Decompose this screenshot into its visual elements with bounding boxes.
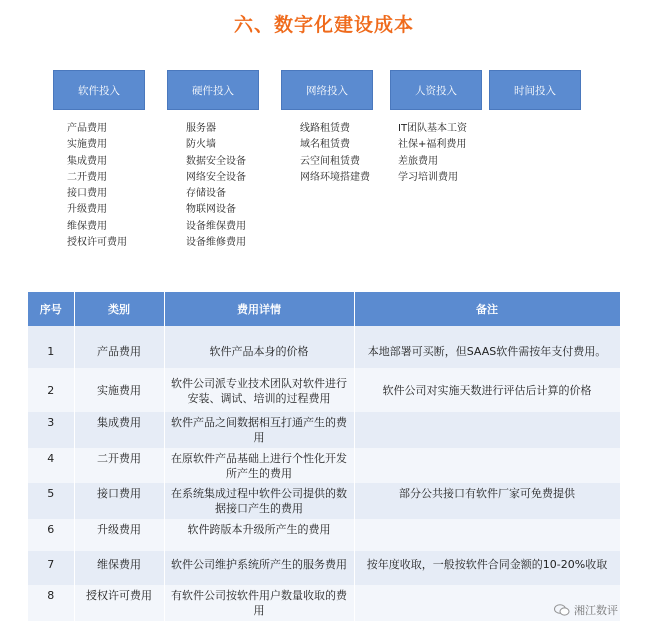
row-no: 4 <box>28 448 74 483</box>
row-note: 软件公司对实施天数进行评估后计算的价格 <box>354 368 620 412</box>
row-no: 1 <box>28 336 74 368</box>
hardware-cost-list <box>186 121 246 251</box>
list-item: 升级费用 <box>67 204 107 216</box>
category-box-network: 网络投入 <box>281 70 373 110</box>
row-category: 集成费用 <box>74 412 164 448</box>
page-title: 六、数字化建设成本 <box>233 14 414 36</box>
row-detail: 在系统集成过程中软件公司提供的数据接口产生的费用 <box>164 483 354 519</box>
list-item: 云空间租赁费 <box>300 155 360 167</box>
row-category: 实施费用 <box>74 368 164 412</box>
list-item: 域名租赁费 <box>300 139 350 151</box>
table-row <box>28 368 620 412</box>
row-detail: 软件公司维护系统所产生的服务费用 <box>164 551 354 585</box>
watermark <box>554 602 618 618</box>
list-item: 防火墙 <box>186 139 216 151</box>
list-item: 学习培训费用 <box>398 171 458 183</box>
list-item: 授权许可费用 <box>67 237 127 249</box>
table-header-row <box>28 292 620 326</box>
list-item: 网络安全设备 <box>186 171 246 183</box>
category-box-hardware: 硬件投入 <box>167 70 259 110</box>
list-item: 产品费用 <box>67 123 107 134</box>
row-no: 3 <box>28 412 74 448</box>
list-item: 实施费用 <box>67 139 107 151</box>
row-no: 7 <box>28 551 74 585</box>
header-no: 序号 <box>28 292 74 326</box>
table-row <box>28 448 620 483</box>
header-note: 备注 <box>354 292 620 326</box>
row-note <box>354 412 620 448</box>
list-item: 存储设备 <box>186 188 226 200</box>
wechat-icon <box>554 604 570 616</box>
watermark-text: 湘江数评 <box>574 604 618 617</box>
row-note <box>354 519 620 551</box>
row-detail: 软件产品之间数据相互打通产生的费用 <box>164 412 354 448</box>
row-category: 升级费用 <box>74 519 164 551</box>
list-item: 服务器 <box>186 123 216 134</box>
list-item: 接口费用 <box>67 188 107 200</box>
list-item: IT团队基本工资 <box>398 123 468 134</box>
row-note: 本地部署可买断，但SAAS软件需按年支付费用。 <box>354 336 620 368</box>
row-no: 6 <box>28 519 74 551</box>
header-category: 类别 <box>74 292 164 326</box>
list-item: 物联网设备 <box>186 204 236 216</box>
table-row <box>28 336 620 368</box>
list-item: 社保+福利费用 <box>398 139 467 151</box>
row-no: 5 <box>28 483 74 519</box>
table-row <box>28 551 620 585</box>
list-item: 设备维修费用 <box>186 237 246 249</box>
software-cost-list <box>67 121 127 251</box>
row-detail: 有软件公司按软件用户数量收取的费用 <box>164 585 354 621</box>
table-row <box>28 483 620 519</box>
table-row <box>28 412 620 448</box>
row-category: 产品费用 <box>74 336 164 368</box>
cost-detail-table <box>28 292 621 621</box>
category-box-time: 时间投入 <box>489 70 581 110</box>
category-box-software: 软件投入 <box>53 70 145 110</box>
hr-cost-list <box>398 121 467 186</box>
header-detail: 费用详情 <box>164 292 354 326</box>
list-item: 二开费用 <box>67 171 107 183</box>
list-item: 差旅费用 <box>398 155 438 167</box>
table-row <box>28 519 620 551</box>
table-spacer-row <box>28 326 620 336</box>
row-detail: 软件跨版本升级所产生的费用 <box>164 519 354 551</box>
row-category: 接口费用 <box>74 483 164 519</box>
row-note <box>354 448 620 483</box>
row-category: 维保费用 <box>74 551 164 585</box>
category-box-hr: 人资投入 <box>390 70 482 110</box>
list-item: 集成费用 <box>67 155 107 167</box>
row-detail: 在原软件产品基础上进行个性化开发所产生的费用 <box>164 448 354 483</box>
network-cost-list <box>300 121 370 186</box>
row-no: 2 <box>28 368 74 412</box>
list-item: 网络环境搭建费 <box>300 171 370 183</box>
row-no: 8 <box>28 585 74 621</box>
row-detail: 软件产品本身的价格 <box>164 336 354 368</box>
row-category: 二开费用 <box>74 448 164 483</box>
list-item: 数据安全设备 <box>186 155 246 167</box>
list-item: 设备维保费用 <box>186 220 246 232</box>
row-category: 授权许可费用 <box>74 585 164 621</box>
list-item: 线路租赁费 <box>300 123 350 134</box>
list-item: 维保费用 <box>67 220 107 232</box>
row-note: 部分公共接口有软件厂家可免费提供 <box>354 483 620 519</box>
table-row <box>28 585 620 621</box>
row-detail: 软件公司派专业技术团队对软件进行安装、调试、培训的过程费用 <box>164 368 354 412</box>
row-note: 按年度收取，一般按软件合同金额的10-20%收取 <box>354 551 620 585</box>
